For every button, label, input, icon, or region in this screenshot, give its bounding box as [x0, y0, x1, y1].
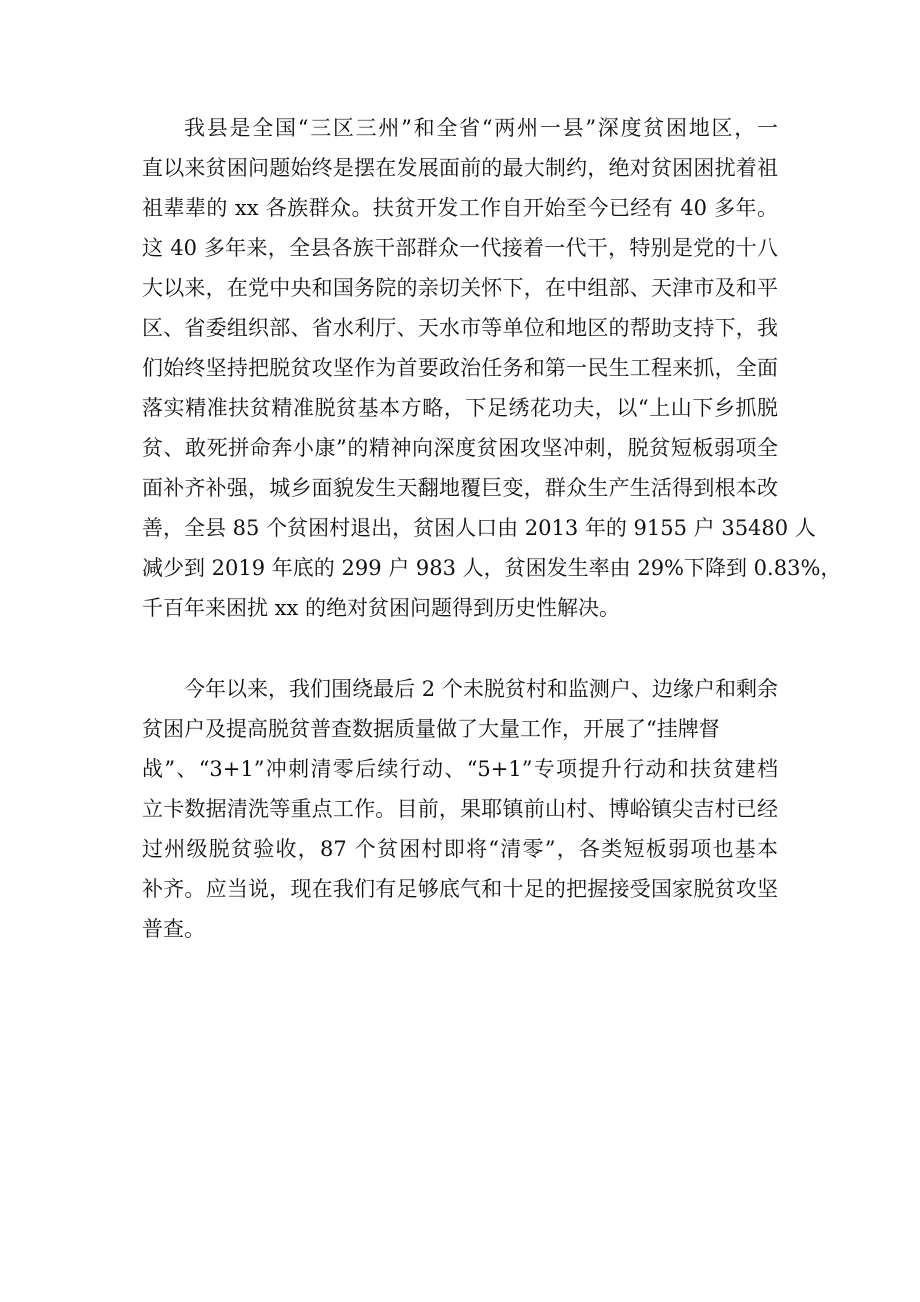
- paragraph-1-line-7: 们始终坚持把脱贫攻坚作为首要政治任务和第一民生工程来抓，全面: [142, 356, 778, 380]
- paragraph-2-line-7: 普查。: [142, 917, 205, 941]
- paragraph-1-line-8: 落实精准扶贫精准脱贫基本方略，下足绣花功夫，以“上山下乡抓脱: [142, 396, 778, 420]
- paragraph-2-line-6: 补齐。应当说，现在我们有足够底气和十足的把握接受国家脱贫攻坚: [142, 877, 778, 901]
- paragraph-1-line-11: 善，全县 85 个贫困村退出，贫困人口由 2013 年的 9155 户 35480 人: [142, 516, 816, 540]
- paragraph-2-line-5: 过州级脱贫验收，87 个贫困村即将“清零”，各类短板弱项也基本: [142, 837, 778, 861]
- paragraph-2-line-3: 战”、“3+1”冲刺清零后续行动、“5+1”专项提升行动和扶贫建档: [142, 757, 778, 781]
- paragraph-1-line-9: 贫、敢死拼命奔小康”的精神向深度贫困攻坚冲刺，脱贫短板弱项全: [142, 436, 778, 460]
- paragraph-1-line-1: 我县是全国“三区三州”和全省“两州一县”深度贫困地区，一: [184, 116, 778, 140]
- paragraph-1-line-13: 千百年来困扰 xx 的绝对贫困问题得到历史性解决。: [142, 596, 621, 620]
- paragraph-1-line-2: 直以来贫困问题始终是摆在发展面前的最大制约，绝对贫困困扰着祖: [142, 156, 778, 180]
- paragraph-2-line-2: 贫困户及提高脱贫普查数据质量做了大量工作，开展了“挂牌督: [142, 717, 720, 741]
- paragraph-1-line-4: 这 40 多年来，全县各族干部群众一代接着一代干，特别是党的十八: [142, 236, 778, 260]
- paragraph-1: [142, 108, 842, 628]
- paragraph-1-line-10: 面补齐补强，城乡面貌发生天翻地覆巨变，群众生产生活得到根本改: [142, 476, 778, 500]
- paragraph-2: [142, 669, 778, 949]
- paragraph-1-line-3: 祖辈辈的 xx 各族群众。扶贫开发工作自开始至今已经有 40 多年。: [142, 196, 778, 220]
- paragraph-spacer: [142, 628, 778, 669]
- document-body: [142, 108, 842, 949]
- paragraph-1-line-12: 减少到 2019 年底的 299 户 983 人，贫困发生率由 29%下降到 0.83%，: [142, 556, 842, 580]
- paragraph-1-line-5: 大以来，在党中央和国务院的亲切关怀下，在中组部、天津市及和平: [142, 276, 778, 300]
- paragraph-1-line-6: 区、省委组织部、省水利厅、天水市等单位和地区的帮助支持下，我: [142, 316, 778, 340]
- paragraph-2-line-4: 立卡数据清洗等重点工作。目前，果耶镇前山村、博峪镇尖吉村已经: [142, 797, 778, 821]
- paragraph-2-line-1: 今年以来，我们围绕最后 2 个未脱贫村和监测户、边缘户和剩余: [184, 677, 778, 701]
